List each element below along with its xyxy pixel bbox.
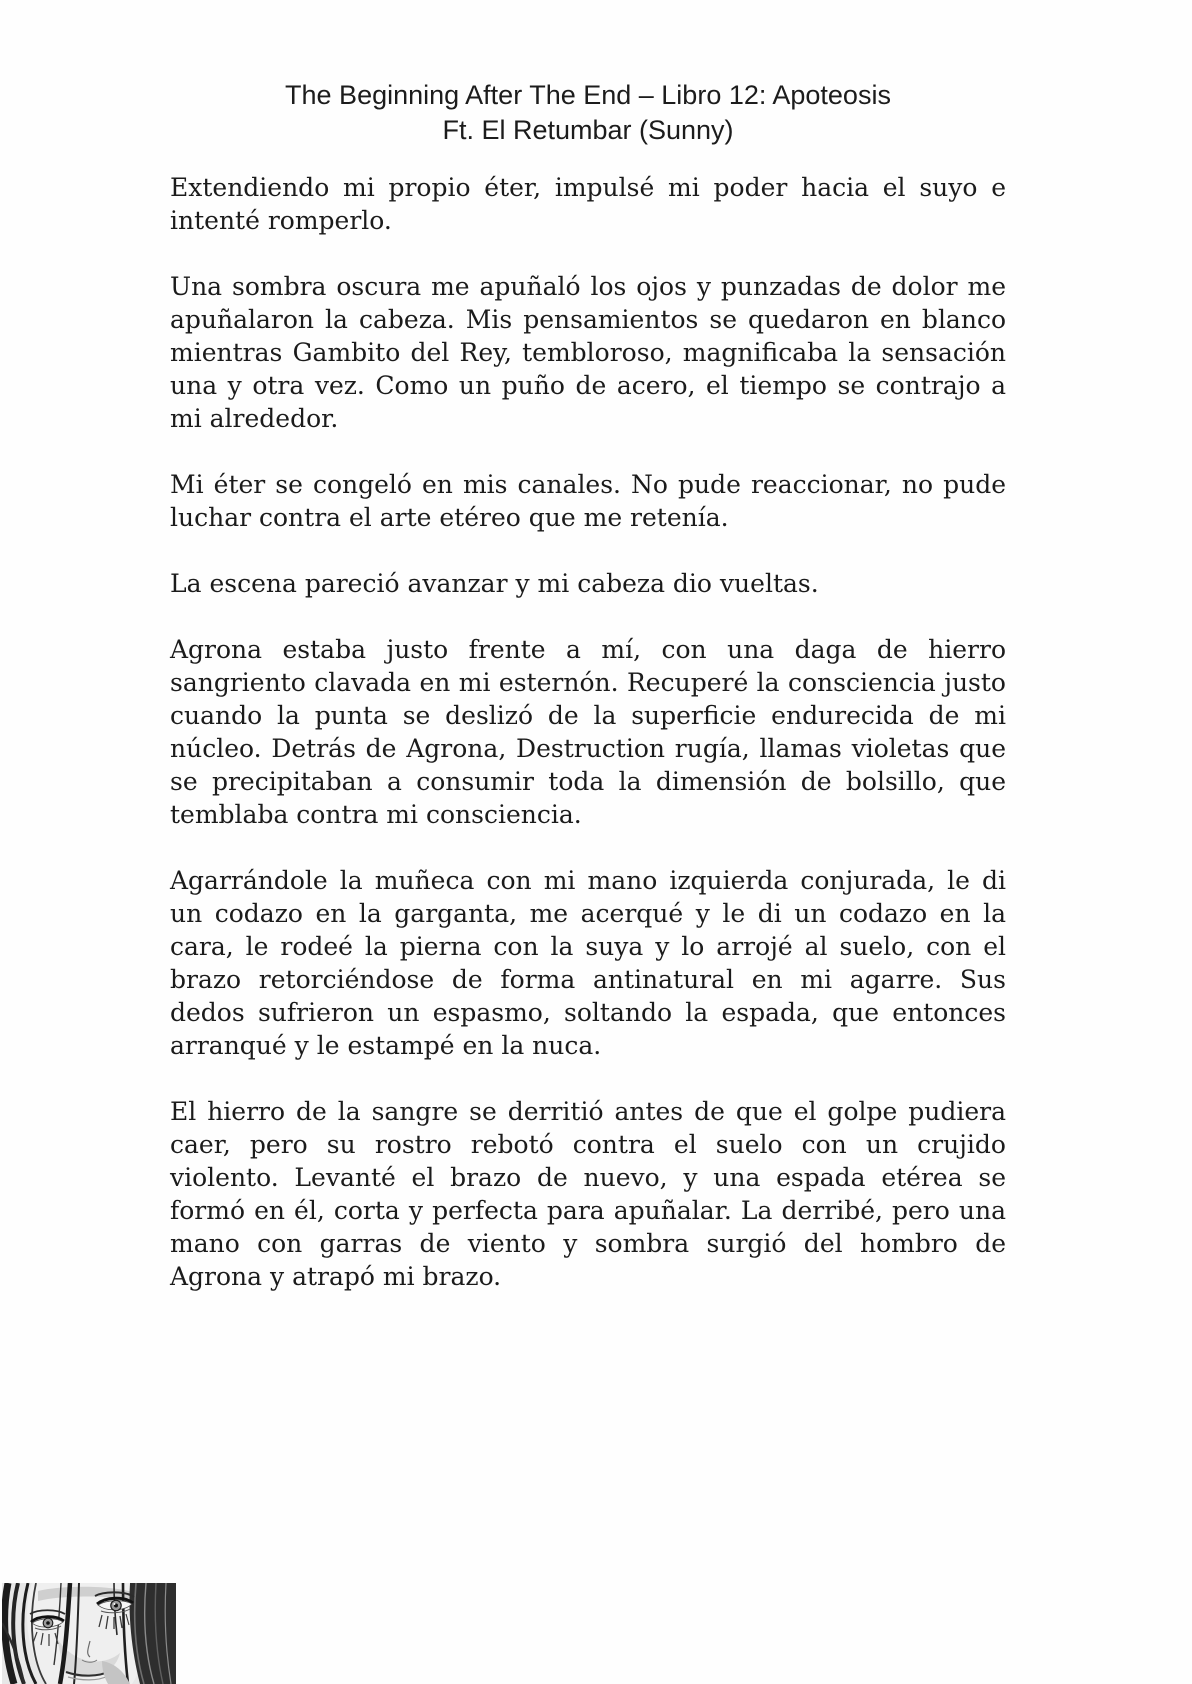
manga-face-image bbox=[2, 1583, 176, 1684]
paragraph-7: El hierro de la sangre se derritió antes de que el golpe pudiera caer, pero su rostro rebotó contra el suelo con un crujido violento. Levanté el brazo de nuevo, y una espada etérea se formó en él, corta y perfecta para apuñalar. La derribé, pero una mano con garras de viento y sombra surgió del hombro de Agrona y atrapó mi brazo. bbox=[170, 1097, 1006, 1291]
paragraph-2: Una sombra oscura me apuñaló los ojos y punzadas de dolor me apuñalaron la cabeza. Mis pensamientos se quedaron en blanco mientras Gambito del Rey, tembloroso, magnificaba la sensación una y otra vez. Como un puño de acero, el tiempo se contrajo a mi alrededor. bbox=[170, 272, 1006, 433]
page-subtitle: Ft. El Retumbar (Sunny) bbox=[442, 115, 734, 145]
paragraph-4: La escena pareció avanzar y mi cabeza dio vueltas. bbox=[170, 569, 819, 598]
paragraph-5: Agrona estaba justo frente a mí, con una daga de hierro sangriento clavada en mi esternón. Recuperé la consciencia justo cuando la punta se deslizó de la superficie endurecida de mi núcleo. Detrás de Agrona, Destruction rugía, llamas violetas que se precipitaban a consumir toda la dimensión de bolsillo, que temblaba contra mi consciencia. bbox=[170, 635, 1006, 829]
paragraph-1: Extendiendo mi propio éter, impulsé mi poder hacia el suyo e intenté romperlo. bbox=[170, 173, 1006, 235]
paragraph-3: Mi éter se congeló en mis canales. No pude reaccionar, no pude luchar contra el arte etéreo que me retenía. bbox=[170, 470, 1006, 532]
paragraph-6: Agarrándole la muñeca con mi mano izquierda conjurada, le di un codazo en la garganta, me acerqué y le di un codazo en la cara, le rodeé la pierna con la suya y lo arrojé al suelo, con el brazo retorciéndose de forma antinatural en mi agarre. Sus dedos sufrieron un espasmo, soltando la espada, que entonces arranqué y le estampé en la nuca. bbox=[170, 866, 1006, 1060]
body-text bbox=[170, 171, 1006, 1293]
page-title: The Beginning After The End – Libro 12: Apoteosis bbox=[285, 80, 891, 110]
